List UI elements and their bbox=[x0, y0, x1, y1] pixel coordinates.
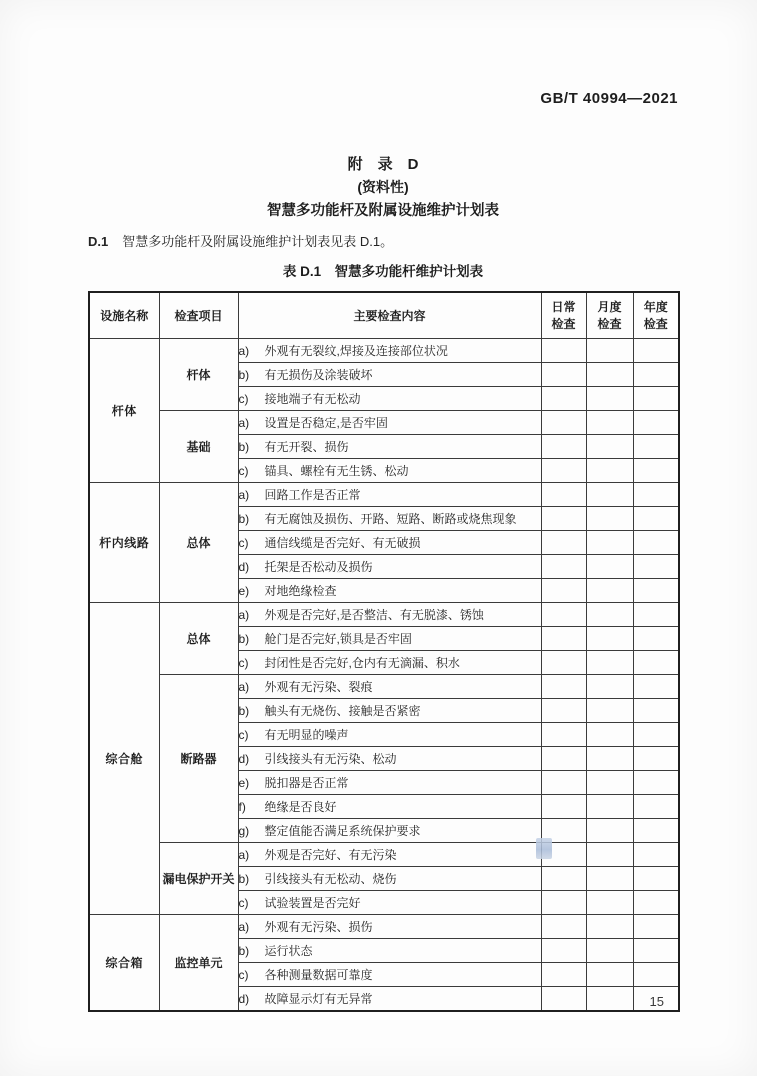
clause-d1 bbox=[88, 231, 688, 250]
watermark-badge bbox=[536, 838, 552, 859]
check-content-cell bbox=[238, 747, 541, 771]
facility-name-cell: 综合舱 bbox=[89, 603, 159, 915]
check-content-cell bbox=[238, 627, 541, 651]
check-content-cell bbox=[238, 891, 541, 915]
daily-check-cell bbox=[541, 963, 586, 987]
item-text: 运行状态 bbox=[264, 944, 313, 958]
item-letter: c) bbox=[238, 536, 249, 550]
yearly-check-cell bbox=[633, 411, 679, 435]
yearly-check-cell bbox=[633, 507, 679, 531]
yearly-check-cell bbox=[633, 843, 679, 867]
daily-check-cell bbox=[541, 627, 586, 651]
yearly-check-cell bbox=[633, 531, 679, 555]
item-text: 试验装置是否完好 bbox=[264, 896, 361, 910]
monthly-check-cell bbox=[586, 627, 633, 651]
item-letter: d) bbox=[238, 992, 250, 1006]
daily-check-cell bbox=[541, 747, 586, 771]
table-row bbox=[89, 339, 679, 363]
monthly-check-cell bbox=[586, 411, 633, 435]
item-text: 有无损伤及涂装破坏 bbox=[264, 368, 373, 382]
item-letter: c) bbox=[238, 968, 249, 982]
check-content-cell bbox=[238, 507, 541, 531]
monthly-check-cell bbox=[586, 435, 633, 459]
yearly-check-cell bbox=[633, 891, 679, 915]
item-text: 回路工作是否正常 bbox=[264, 488, 361, 502]
daily-check-cell bbox=[541, 531, 586, 555]
facility-name-cell: 杆内线路 bbox=[89, 483, 159, 603]
item-letter: e) bbox=[238, 584, 250, 598]
item-text: 引线接头有无松动、烧伤 bbox=[264, 872, 397, 886]
yearly-check-cell bbox=[633, 579, 679, 603]
col-header-daily: 日常 检查 bbox=[541, 292, 586, 339]
item-text: 舱门是否完好,锁具是否牢固 bbox=[264, 632, 412, 646]
daily-check-cell bbox=[541, 579, 586, 603]
maintenance-table bbox=[88, 291, 680, 1012]
item-letter: c) bbox=[238, 896, 249, 910]
check-content-cell bbox=[238, 531, 541, 555]
monthly-check-cell bbox=[586, 483, 633, 507]
item-text: 故障显示灯有无异常 bbox=[264, 992, 373, 1006]
daily-check-cell bbox=[541, 603, 586, 627]
check-content-cell bbox=[238, 915, 541, 939]
monthly-check-cell bbox=[586, 963, 633, 987]
item-letter: e) bbox=[238, 776, 250, 790]
item-text: 外观有无污染、裂痕 bbox=[264, 680, 373, 694]
check-item-cell: 监控单元 bbox=[159, 915, 238, 1012]
check-content-cell bbox=[238, 939, 541, 963]
daily-check-cell bbox=[541, 651, 586, 675]
check-content-cell bbox=[238, 843, 541, 867]
yearly-check-cell bbox=[633, 387, 679, 411]
clause-text: 智慧多功能杆及附属设施维护计划表见表 D.1。 bbox=[122, 234, 394, 249]
monthly-check-cell bbox=[586, 651, 633, 675]
check-content-cell bbox=[238, 699, 541, 723]
yearly-check-cell bbox=[633, 339, 679, 363]
check-content-cell bbox=[238, 459, 541, 483]
item-letter: a) bbox=[238, 608, 250, 622]
table-row bbox=[89, 915, 679, 939]
item-letter: b) bbox=[238, 944, 250, 958]
monthly-check-cell bbox=[586, 795, 633, 819]
yearly-check-cell bbox=[633, 819, 679, 843]
check-content-cell bbox=[238, 771, 541, 795]
check-content-cell bbox=[238, 555, 541, 579]
item-text: 锚具、螺栓有无生锈、松动 bbox=[264, 464, 409, 478]
check-content-cell bbox=[238, 579, 541, 603]
monthly-check-cell bbox=[586, 603, 633, 627]
item-letter: b) bbox=[238, 440, 250, 454]
yearly-check-cell bbox=[633, 795, 679, 819]
monthly-check-cell bbox=[586, 555, 633, 579]
check-content-cell bbox=[238, 435, 541, 459]
monthly-check-cell bbox=[586, 531, 633, 555]
item-letter: c) bbox=[238, 656, 249, 670]
yearly-check-cell bbox=[633, 603, 679, 627]
item-letter: b) bbox=[238, 704, 250, 718]
daily-check-cell bbox=[541, 363, 586, 387]
check-content-cell bbox=[238, 675, 541, 699]
facility-name-cell: 综合箱 bbox=[89, 915, 159, 1012]
check-content-cell bbox=[238, 795, 541, 819]
monthly-check-cell bbox=[586, 459, 633, 483]
check-item-cell: 总体 bbox=[159, 483, 238, 603]
yearly-check-cell bbox=[633, 435, 679, 459]
monthly-check-cell bbox=[586, 771, 633, 795]
check-item-cell: 漏电保护开关 bbox=[159, 843, 238, 915]
yearly-check-cell bbox=[633, 555, 679, 579]
appendix-normative-label: (资料性) bbox=[357, 179, 409, 195]
item-text: 接地端子有无松动 bbox=[264, 392, 361, 406]
check-content-cell bbox=[238, 483, 541, 507]
monthly-check-cell bbox=[586, 915, 633, 939]
yearly-check-cell bbox=[633, 627, 679, 651]
daily-check-cell bbox=[541, 891, 586, 915]
item-text: 引线接头有无污染、松动 bbox=[264, 752, 397, 766]
yearly-check-cell bbox=[633, 867, 679, 891]
monthly-check-cell bbox=[586, 939, 633, 963]
item-text: 设置是否稳定,是否牢固 bbox=[264, 416, 388, 430]
check-content-cell bbox=[238, 411, 541, 435]
daily-check-cell bbox=[541, 435, 586, 459]
col-header-yearly: 年度 检查 bbox=[633, 292, 679, 339]
daily-check-cell bbox=[541, 723, 586, 747]
clause-number: D.1 bbox=[88, 234, 109, 249]
check-content-cell bbox=[238, 867, 541, 891]
item-text: 对地绝缘检查 bbox=[264, 584, 337, 598]
monthly-check-cell bbox=[586, 867, 633, 891]
item-letter: c) bbox=[238, 728, 249, 742]
monthly-check-cell bbox=[586, 819, 633, 843]
table-caption: 表 D.1 智慧多功能杆维护计划表 bbox=[282, 264, 484, 279]
monthly-check-cell bbox=[586, 579, 633, 603]
daily-check-cell bbox=[541, 507, 586, 531]
yearly-check-cell bbox=[633, 363, 679, 387]
item-letter: a) bbox=[238, 416, 250, 430]
table-body bbox=[89, 339, 679, 1012]
daily-check-cell bbox=[541, 555, 586, 579]
yearly-check-cell bbox=[633, 483, 679, 507]
item-text: 外观有无裂纹,焊接及连接部位状况 bbox=[264, 344, 448, 358]
col-header-monthly: 月度 检查 bbox=[586, 292, 633, 339]
daily-check-cell bbox=[541, 795, 586, 819]
table-row bbox=[89, 411, 679, 435]
monthly-check-cell bbox=[586, 363, 633, 387]
item-text: 外观是否完好,是否整洁、有无脱漆、锈蚀 bbox=[264, 608, 484, 622]
item-text: 有无开裂、损伤 bbox=[264, 440, 349, 454]
table-row bbox=[89, 843, 679, 867]
check-content-cell bbox=[238, 723, 541, 747]
col-header-check-item: 检查项目 bbox=[159, 292, 238, 339]
header-row bbox=[89, 292, 679, 339]
standard-code: GB/T 40994—2021 bbox=[540, 90, 678, 107]
monthly-check-cell bbox=[586, 387, 633, 411]
yearly-check-cell bbox=[633, 939, 679, 963]
item-text: 封闭性是否完好,仓内有无滴漏、积水 bbox=[264, 656, 460, 670]
daily-check-cell bbox=[541, 411, 586, 435]
item-letter: f) bbox=[238, 800, 246, 814]
yearly-check-cell bbox=[633, 675, 679, 699]
check-content-cell bbox=[238, 339, 541, 363]
table-row bbox=[89, 603, 679, 627]
monthly-check-cell bbox=[586, 891, 633, 915]
check-item-cell: 基础 bbox=[159, 411, 238, 483]
col-header-facility-name: 设施名称 bbox=[89, 292, 159, 339]
yearly-check-cell bbox=[633, 747, 679, 771]
col-header-check-content: 主要检查内容 bbox=[238, 292, 541, 339]
monthly-check-cell bbox=[586, 507, 633, 531]
item-text: 外观有无污染、损伤 bbox=[264, 920, 373, 934]
facility-name-cell: 杆体 bbox=[89, 339, 159, 483]
item-text: 各种测量数据可靠度 bbox=[264, 968, 373, 982]
table-header bbox=[89, 292, 679, 339]
check-item-cell: 总体 bbox=[159, 603, 238, 675]
table-row bbox=[89, 483, 679, 507]
check-content-cell bbox=[238, 363, 541, 387]
item-text: 托架是否松动及损伤 bbox=[264, 560, 373, 574]
appendix-heading: 附 录 D bbox=[347, 156, 419, 173]
item-text: 整定值能否满足系统保护要求 bbox=[264, 824, 421, 838]
table-row bbox=[89, 675, 679, 699]
item-text: 有无明显的噪声 bbox=[264, 728, 349, 742]
appendix-title: 智慧多功能杆及附属设施维护计划表 bbox=[267, 203, 499, 219]
item-letter: b) bbox=[238, 632, 250, 646]
item-letter: a) bbox=[238, 848, 250, 862]
item-text: 通信线缆是否完好、有无破损 bbox=[264, 536, 421, 550]
monthly-check-cell bbox=[586, 675, 633, 699]
item-letter: b) bbox=[238, 368, 250, 382]
yearly-check-cell bbox=[633, 771, 679, 795]
daily-check-cell bbox=[541, 915, 586, 939]
item-letter: b) bbox=[238, 872, 250, 886]
daily-check-cell bbox=[541, 939, 586, 963]
item-letter: a) bbox=[238, 344, 250, 358]
item-letter: c) bbox=[238, 392, 249, 406]
item-letter: d) bbox=[238, 560, 250, 574]
item-text: 绝缘是否良好 bbox=[264, 800, 337, 814]
monthly-check-cell bbox=[586, 339, 633, 363]
check-content-cell bbox=[238, 603, 541, 627]
check-content-cell bbox=[238, 819, 541, 843]
yearly-check-cell bbox=[633, 963, 679, 987]
yearly-check-cell bbox=[633, 723, 679, 747]
item-text: 脱扣器是否正常 bbox=[264, 776, 349, 790]
daily-check-cell bbox=[541, 771, 586, 795]
monthly-check-cell bbox=[586, 747, 633, 771]
item-letter: d) bbox=[238, 752, 250, 766]
monthly-check-cell bbox=[586, 723, 633, 747]
item-letter: a) bbox=[238, 488, 250, 502]
daily-check-cell bbox=[541, 459, 586, 483]
daily-check-cell bbox=[541, 699, 586, 723]
check-content-cell bbox=[238, 963, 541, 987]
daily-check-cell bbox=[541, 483, 586, 507]
item-letter: a) bbox=[238, 680, 250, 694]
daily-check-cell bbox=[541, 387, 586, 411]
monthly-check-cell bbox=[586, 699, 633, 723]
item-text: 有无腐蚀及损伤、开路、短路、断路或烧焦现象 bbox=[264, 512, 517, 526]
yearly-check-cell bbox=[633, 459, 679, 483]
item-letter: a) bbox=[238, 920, 250, 934]
item-text: 触头有无烧伤、接触是否紧密 bbox=[264, 704, 421, 718]
page-number: 15 bbox=[649, 994, 664, 1009]
yearly-check-cell bbox=[633, 651, 679, 675]
yearly-check-cell bbox=[633, 915, 679, 939]
item-letter: c) bbox=[238, 464, 249, 478]
check-item-cell: 断路器 bbox=[159, 675, 238, 843]
check-item-cell: 杆体 bbox=[159, 339, 238, 411]
check-content-cell bbox=[238, 387, 541, 411]
item-letter: b) bbox=[238, 512, 250, 526]
daily-check-cell bbox=[541, 675, 586, 699]
monthly-check-cell bbox=[586, 843, 633, 867]
yearly-check-cell bbox=[633, 699, 679, 723]
daily-check-cell bbox=[541, 867, 586, 891]
check-content-cell bbox=[238, 651, 541, 675]
item-letter: g) bbox=[238, 824, 250, 838]
item-text: 外观是否完好、有无污染 bbox=[264, 848, 397, 862]
daily-check-cell bbox=[541, 339, 586, 363]
